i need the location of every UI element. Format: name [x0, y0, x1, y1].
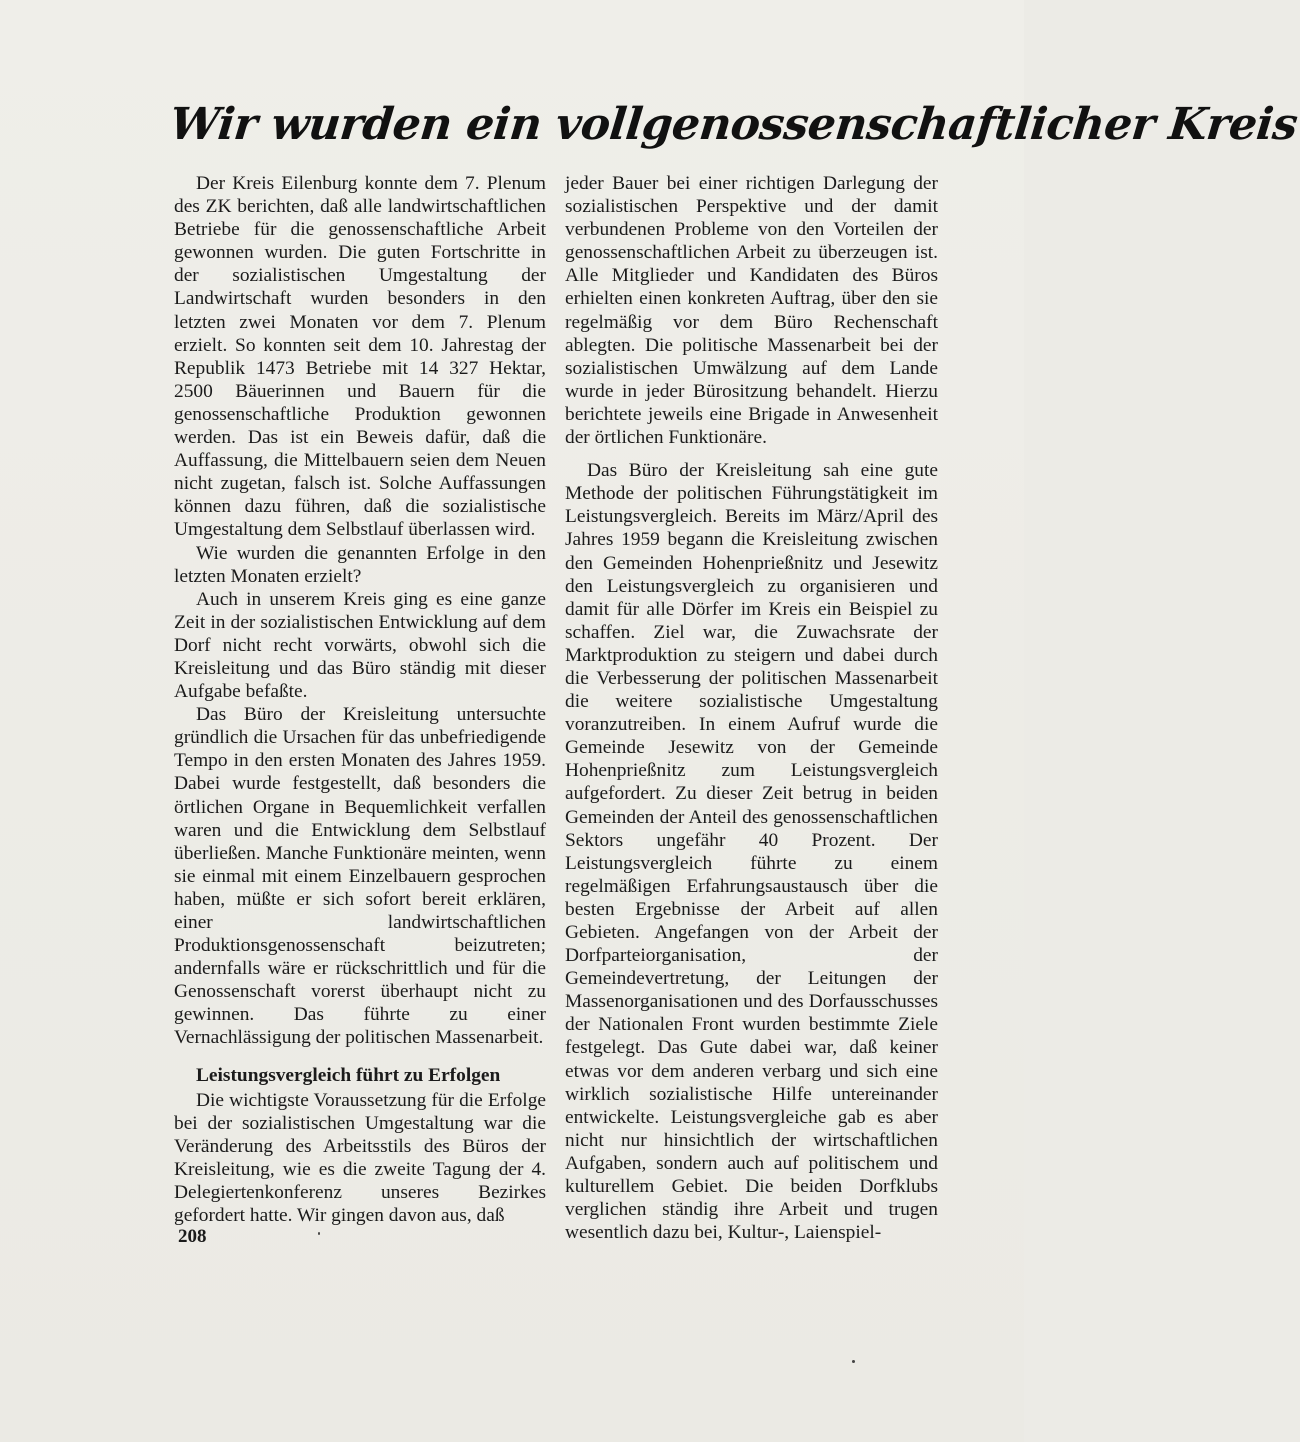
- print-speck: [852, 1360, 855, 1363]
- left-column: [174, 172, 546, 1227]
- paragraph: jeder Bauer bei einer richtigen Darlegung der sozialistischen Perspektive und der damit verbundenen Probleme von den Vorteilen der genossenschaftlichen Arbeit zu überzeugen ist. Alle Mitglieder und Kandidaten des Büros erhielten einen konkreten Auftrag, über den sie regelmäßig vor dem Büro Rechenschaft ablegten. Die politische Massenarbeit bei der sozialistischen Umwälzung auf dem Lande wurde in jeder Bürositzung behandelt. Hierzu berichtete jeweils eine Brigade in Anwesenheit der örtlichen Funktionäre.: [565, 173, 938, 449]
- paragraph: Das Büro der Kreisleitung sah eine gute Methode der politischen Führungstätigkeit im Leistungsvergleich. Bereits im März/April des Jahres 1959 begann die Kreisleitung zwischen den Gemeinden Hohenprießnitz und Jesewitz den Leistungsvergleich zu organisieren und damit für alle Dörfer im Kreis ein Beispiel zu schaffen. Ziel war, die Zuwachsrate der Marktproduktion zu steigern und dabei durch die Verbesserung der politischen Massenarbeit die weitere sozialistische Umgestaltung voranzutreiben. In einem Aufruf wurde die Gemeinde Jesewitz von der Gemeinde Hohenprießnitz zum Leistungsvergleich aufgefordert. Zu dieser Zeit betrug in beiden Gemeinden der Anteil des genossenschaftlichen Sektors ungefähr 40 Prozent. Der Leistungsvergleich führte zu einem regelmäßigen Erfahrungsaustausch über die besten Ergebnisse der Arbeit auf allen Gebieten. Angefangen von der Arbeit der Dorfparteiorganisation, der Gemeindevertretung, der Leitungen der Massenorganisationen und des Dorfausschusses der Nationalen Front wurden bestimmte Ziele festgelegt. Das Gute dabei war, daß keiner etwas vor dem anderen verbarg und sich eine wirklich sozialistische Hilfe untereinander entwickelte. Leistungsvergleiche gab es aber nicht nur hinsichtlich der wirtschaftlichen Aufgaben, sondern auch auf politischem und kulturellem Gebiet. Die beiden Dorfklubs verglichen ständig ihre Arbeit und trugen wesentlich dazu bei, Kultur-, Laienspiel-: [565, 460, 938, 1244]
- paragraph: Der Kreis Eilenburg konnte dem 7. Plenum des ZK berichten, daß alle landwirtschaftlichen Betriebe für die genossenschaftliche Arbeit gewonnen wurden. Die guten Fortschritte in der sozialistischen Umgestaltung der Landwirtschaft wurden besonders in den letzten zwei Monaten vor dem 7. Plenum erzielt. So konnten seit dem 10. Jahrestag der Republik 1473 Betriebe mit 14 327 Hektar, 2500 Bäuerinnen und Bauern für die genossenschaftliche Produktion gewonnen werden. Das ist ein Beweis dafür, daß die Auffassung, die Mittelbauern seien dem Neuen nicht zugetan, falsch ist. Solche Auffassungen können dazu führen, daß die sozialistische Umgestaltung dem Selbstlauf überlassen wird.: [174, 173, 546, 541]
- paragraph: Auch in unserem Kreis ging es eine ganze Zeit in der sozialistischen Entwicklung auf dem Dorf nicht recht vorwärts, obwohl sich die Kreisleitung und das Büro ständig mit dieser Aufgabe befaßte.: [174, 588, 546, 703]
- headline: Wir wurden ein vollgenossenschaftlicher Kreis: [167, 99, 1300, 150]
- paragraph: Das Büro der Kreisleitung untersuchte gründlich die Ursachen für das unbefriedigende Tempo in den ersten Monaten des Jahres 1959. Dabei wurde festgestellt, daß besonders die örtlichen Organe in Bequemlichkeit verfallen waren und die Entwicklung dem Selbstlauf überließen. Manche Funktionäre meinten, wenn sie einmal mit einem Einzelbauern gesprochen haben, müßte er sich sofort bereit erklären, einer landwirtschaftlichen Produktionsgenossenschaft beizutreten; andernfalls wäre er rückschrittlich und für die Genossenschaft vorerst überhaupt nicht zu gewinnen. Das führte zu einer Vernachlässigung der politischen Massenarbeit.: [174, 704, 546, 1049]
- subheading: Leistungsvergleich führt zu Erfolgen: [196, 1064, 501, 1086]
- paragraph: Die wichtigste Voraussetzung für die Erfolge bei der sozialistischen Umgestaltung war die Veränderung des Arbeitsstils des Büros der Kreisleitung, wie es die zweite Tagung der 4. Delegiertenkonferenz unseres Bezirkes gefordert hatte. Wir gingen davon aus, daß: [174, 1089, 546, 1227]
- paragraph: Wie wurden die genannten Erfolge in den letzten Monaten erzielt?: [174, 542, 546, 587]
- page-number: 208: [178, 1226, 207, 1247]
- print-speck: [318, 1232, 320, 1235]
- right-column: [565, 172, 938, 1244]
